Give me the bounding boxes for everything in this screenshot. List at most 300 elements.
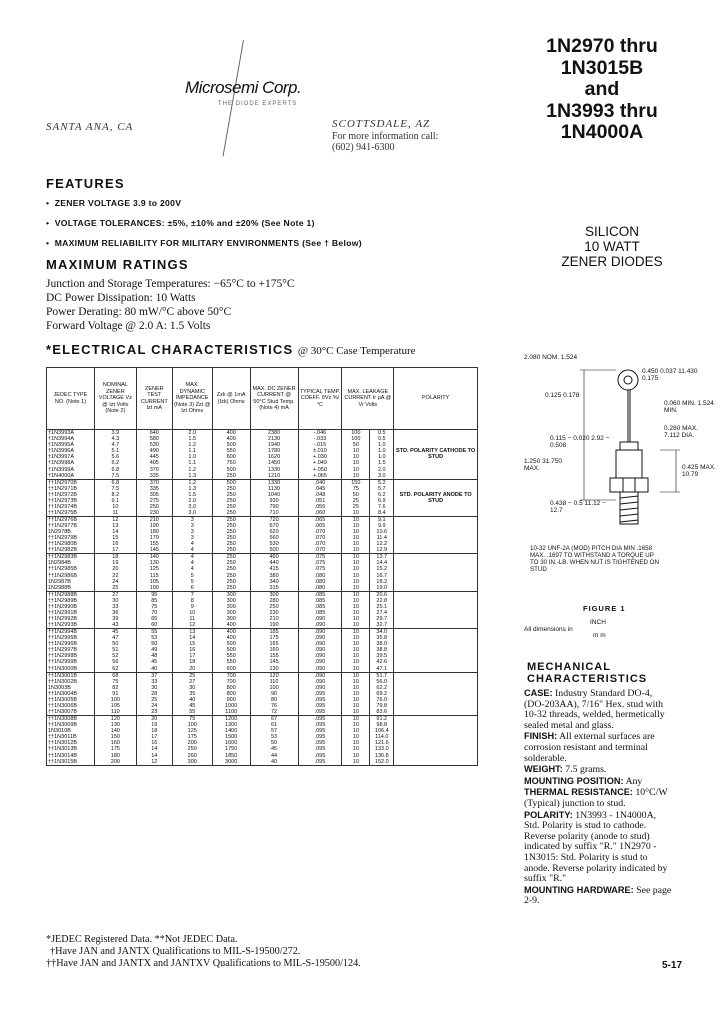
table-cell: 17 — [136, 734, 172, 740]
table-cell: 260 — [172, 752, 212, 758]
table-cell: 2.0 — [172, 430, 212, 437]
table-cell: 7.5 — [94, 473, 136, 480]
table-cell: 1N2987B — [47, 579, 95, 585]
electrical-characteristics-table — [46, 367, 478, 766]
lead-eyelet — [618, 370, 638, 390]
table-cell: 130 — [250, 666, 298, 673]
table-cell: 230 — [136, 510, 172, 517]
mech-mounting-position — [524, 776, 674, 788]
table-cell: 13 — [94, 523, 136, 529]
table-cell: 400 — [212, 622, 250, 629]
logo-divider-line — [223, 40, 244, 156]
table-cell: 100 — [342, 436, 370, 442]
table-cell: 100 — [136, 585, 172, 592]
table-cell: 19 — [136, 722, 172, 728]
table-cell: 160 — [250, 647, 298, 653]
dim-lead: 0.060 MIN. 1.524 MIN. — [664, 400, 714, 414]
dim-top-left: 2.080 NOM. 1.524 — [524, 354, 578, 361]
table-cell: 76.0 — [370, 697, 394, 703]
table-cell: 23 — [136, 709, 172, 716]
table-cell: 1N3003B — [47, 685, 95, 691]
table-cell: 114.0 — [370, 734, 394, 740]
table-cell: 1000 — [212, 703, 250, 709]
table-cell: 75 — [172, 716, 212, 723]
table-cell: 175 — [172, 734, 212, 740]
table-cell: 1.0 — [370, 448, 394, 454]
table-cell: 1210 — [250, 473, 298, 480]
table-cell: ††1N2983B — [47, 554, 95, 561]
table-cell: 1500 — [212, 734, 250, 740]
table-cell: 100 — [250, 685, 298, 691]
table-cell: 18 — [172, 659, 212, 665]
table-cell: ††1N2970B — [47, 479, 95, 486]
table-cell: 53 — [250, 734, 298, 740]
table-cell: ††1N3005B — [47, 697, 95, 703]
table-cell: 10 — [342, 666, 370, 673]
package-body — [616, 450, 642, 478]
table-cell: .090 — [298, 659, 342, 665]
table-cell: ††1N2979B — [47, 535, 95, 541]
table-cell: 400 — [212, 635, 250, 641]
table-cell: 51 — [94, 647, 136, 653]
table-cell: 105 — [94, 703, 136, 709]
table-cell: 440 — [250, 560, 298, 566]
footnote: ††Have JAN and JANTX and JANTXV Qualifications to MIL-S-19500/124. — [46, 958, 361, 969]
table-cell: 1.0 — [172, 454, 212, 460]
table-cell: ††1N2977B — [47, 523, 95, 529]
table-cell: .090 — [298, 672, 342, 679]
table-cell: 250 — [212, 516, 250, 523]
dim-overall: 1.250 31.750 MAX. — [524, 458, 562, 472]
table-cell: 51.7 — [370, 672, 394, 679]
table-cell: 550 — [212, 448, 250, 454]
table-cell: 170 — [136, 535, 172, 541]
table-cell: 1.2 — [172, 466, 212, 472]
table-cell: .095 — [298, 722, 342, 728]
table-cell: 25 — [342, 504, 370, 510]
feature-item: • VOLTAGE TOLERANCES: ±5%, ±10% and ±20% (See Note 1) — [46, 218, 315, 228]
table-cell: 2380 — [250, 430, 298, 437]
table-cell: 250 — [212, 585, 250, 592]
table-cell: 380 — [250, 573, 298, 579]
table-cell: ††1N2971B — [47, 486, 95, 492]
table-cell: 55 — [172, 709, 212, 716]
glass-seal — [620, 442, 638, 450]
table-cell: 0.5 — [370, 436, 394, 442]
mechanical-heading-line-1: MECHANICAL — [527, 661, 611, 673]
table-cell: 250 — [212, 535, 250, 541]
mech-hardware-text: See page 2-9. — [524, 884, 672, 907]
table-cell: 10 — [342, 529, 370, 535]
table-cell: 15.2 — [370, 566, 394, 572]
table-cell: 250 — [212, 510, 250, 517]
table-cell: 5.7 — [370, 486, 394, 492]
table-cell: 14 — [136, 752, 172, 758]
table-cell: 14 — [136, 746, 172, 752]
table-cell: 1.2 — [172, 442, 212, 448]
table-cell: .085 — [298, 598, 342, 604]
city-right: SCOTTSDALE, AZ — [332, 118, 431, 130]
table-cell: .065 — [298, 523, 342, 529]
table-cell: .095 — [298, 697, 342, 703]
table-cell: 370 — [136, 479, 172, 486]
table-cell: 210 — [250, 616, 298, 622]
table-cell: 10 — [342, 629, 370, 636]
table-cell: 10 — [342, 734, 370, 740]
title-line-3: and — [584, 78, 620, 100]
table-cell: 10.6 — [370, 529, 394, 535]
table-cell: 56.0 — [370, 679, 394, 685]
table-cell: 83.6 — [370, 709, 394, 716]
table-cell: ††1N2989B — [47, 598, 95, 604]
col-header-leakage: MAX. LEAKAGE CURRENT Ir μA @ Vr Volts — [342, 368, 394, 430]
electrical-heading — [46, 341, 416, 359]
table-cell: 5 — [172, 573, 212, 579]
table-cell: 3 — [172, 516, 212, 523]
table-cell: 250 — [212, 566, 250, 572]
table-cell: 8 — [172, 598, 212, 604]
table-cell: 25 — [94, 585, 136, 592]
table-cell: 110 — [250, 679, 298, 685]
table-cell: .070 — [298, 547, 342, 554]
table-cell: 10 — [342, 560, 370, 566]
table-cell: 47 — [94, 635, 136, 641]
table-cell: ††1N3000B — [47, 666, 95, 673]
table-cell: 85 — [136, 598, 172, 604]
mech-hardware-label: MOUNTING HARDWARE: — [524, 884, 634, 895]
table-cell: 1.3 — [172, 486, 212, 492]
table-cell: 1400 — [212, 728, 250, 734]
table-cell: .095 — [298, 709, 342, 716]
mech-case-label: CASE: — [524, 688, 553, 698]
mech-finish-text: All external surfaces are corrosion resistant and terminal solderable. — [524, 731, 655, 764]
footnote: †Have JAN and JANTX Qualifications to MIL-S-19500/272. — [50, 946, 301, 957]
table-cell: .090 — [298, 641, 342, 647]
table-cell: 25 — [136, 697, 172, 703]
table-cell: 335 — [136, 486, 172, 492]
table-cell: 1450 — [250, 460, 298, 466]
table-cell: 10 — [342, 541, 370, 547]
table-cell: 50 — [94, 641, 136, 647]
table-cell: .080 — [298, 585, 342, 592]
table-cell: .040 — [298, 479, 342, 486]
table-cell: ††1N2995B — [47, 635, 95, 641]
table-cell: .090 — [298, 653, 342, 659]
table-cell: ††1N2986B — [47, 573, 95, 579]
dim-body: 0.280 MAX. 7.112 DIA. — [664, 425, 698, 439]
table-cell: 1.0 — [370, 442, 394, 448]
table-cell: ††1N3011B — [47, 734, 95, 740]
table-cell: 3.9 — [94, 430, 136, 437]
table-cell: .080 — [298, 579, 342, 585]
table-cell: 250 — [212, 547, 250, 554]
table-cell: 1.5 — [172, 492, 212, 498]
table-cell: 155 — [250, 653, 298, 659]
title-line-2: 1N3015B — [560, 56, 644, 79]
thread-note: 10-32 UNF-2A (MOD) PITCH DIA MIN .1658 MAX. .1697 TO WITHSTAND A TORQUE UP TO 30 IN.-LB. WHEN NUT IS TIGHTENED ON STUD — [530, 545, 659, 573]
subtitle-line-3: ZENER DIODES — [561, 254, 663, 269]
table-cell: 14.4 — [370, 560, 394, 566]
table-cell: .090 — [298, 679, 342, 685]
table-cell: 16 — [94, 541, 136, 547]
table-cell: ††1N2997B — [47, 647, 95, 653]
table-cell: 1.0 — [370, 454, 394, 460]
table-cell: 500 — [212, 466, 250, 472]
table-cell: 10 — [342, 547, 370, 554]
mechanical-heading — [527, 661, 647, 685]
table-cell: 7 — [172, 591, 212, 598]
table-cell: 200 — [172, 740, 212, 746]
table-cell: 9.9 — [370, 523, 394, 529]
table-cell: †1N3999A — [47, 466, 95, 472]
table-cell: 5.2 — [370, 479, 394, 486]
table-cell: 50 — [250, 740, 298, 746]
table-cell: 12 — [172, 622, 212, 629]
table-cell: 700 — [212, 679, 250, 685]
table-cell: 32.7 — [370, 622, 394, 629]
table-cell: 280 — [250, 598, 298, 604]
mech-weight-label: WEIGHT: — [524, 764, 563, 775]
table-cell: 580 — [136, 436, 172, 442]
table-cell: 550 — [212, 653, 250, 659]
mech-thermal-text: 10°C/W (Typical) junction to stud. — [524, 787, 668, 809]
col-header-zzt: MAX. DYNAMIC IMPEDANCE (Note 3) Zzt @ Izt Ohms — [172, 368, 212, 430]
table-cell: 10 — [342, 573, 370, 579]
table-cell: 300 — [212, 604, 250, 610]
table-cell: 10 — [342, 566, 370, 572]
table-cell: .095 — [298, 759, 342, 766]
table-cell: 47.1 — [370, 666, 394, 673]
table-cell: 16 — [136, 740, 172, 746]
table-cell: 35.8 — [370, 635, 394, 641]
table-cell: 400 — [212, 629, 250, 636]
table-cell: 300 — [172, 759, 212, 766]
table-cell: ††1N3013B — [47, 746, 95, 752]
table-cell: 18 — [94, 554, 136, 561]
table-cell: 22 — [94, 573, 136, 579]
col-header-voltage: NOMINAL ZENER VOLTAGE Vz @ Izt Volts (Note 2) — [94, 368, 136, 430]
table-cell: 10 — [342, 653, 370, 659]
device-subtitle — [548, 224, 676, 269]
table-cell: 14 — [94, 529, 136, 535]
table-cell: 25.1 — [370, 604, 394, 610]
table-cell: 275 — [136, 498, 172, 504]
table-cell: 175 — [250, 635, 298, 641]
table-cell: .090 — [298, 622, 342, 629]
subtitle-line-1: SILICON — [584, 224, 639, 239]
table-cell: 4.3 — [94, 436, 136, 442]
table-cell: 7.6 — [370, 504, 394, 510]
table-cell: ††1N2996B — [47, 641, 95, 647]
table-cell: 100 — [172, 722, 212, 728]
hex-nut — [610, 478, 648, 492]
table-cell: 25 — [172, 672, 212, 679]
table-cell: .045 — [298, 486, 342, 492]
table-cell: 300 — [212, 610, 250, 616]
table-cell: †1N3993A — [47, 430, 95, 437]
table-cell: .090 — [298, 635, 342, 641]
table-cell: 4 — [172, 566, 212, 572]
rating-line: Power Derating: 80 mW/°C above 50°C — [46, 306, 232, 318]
table-cell: 335 — [136, 473, 172, 480]
table-cell: .080 — [298, 573, 342, 579]
table-cell: 165 — [250, 641, 298, 647]
table-cell: .095 — [298, 691, 342, 697]
table-cell: 750 — [212, 460, 250, 466]
city-left: SANTA ANA, CA — [46, 121, 134, 133]
table-cell: 133.0 — [370, 746, 394, 752]
table-cell: .095 — [298, 740, 342, 746]
table-cell: 19.0 — [370, 585, 394, 592]
table-cell: 190 — [250, 622, 298, 629]
feature-text: MAXIMUM RELIABILITY FOR MILITARY ENVIRONMENTS (See † Below) — [54, 238, 362, 248]
table-cell: 49 — [136, 647, 172, 653]
table-cell: 3 — [172, 529, 212, 535]
figure-label: FIGURE 1 — [583, 604, 626, 613]
table-cell: 6.2 — [370, 492, 394, 498]
table-cell: 25 — [342, 498, 370, 504]
table-cell: 530 — [250, 541, 298, 547]
table-cell: 250 — [212, 486, 250, 492]
table-cell: 185 — [250, 629, 298, 636]
table-cell: 155 — [136, 541, 172, 547]
table-cell: 42.6 — [370, 659, 394, 665]
table-cell: 50 — [342, 492, 370, 498]
table-cell: ††1N2998B — [47, 653, 95, 659]
table-cell: .090 — [298, 647, 342, 653]
col-header-test-current: ZENER TEST CURRENT Izt mA — [136, 368, 172, 430]
table-cell: .085 — [298, 591, 342, 598]
table-cell: 550 — [212, 659, 250, 665]
table-cell: 38.8 — [370, 647, 394, 653]
table-cell: 120 — [94, 716, 136, 723]
electrical-heading-suffix: @ 30°C Case Temperature — [297, 345, 416, 357]
table-cell: 12 — [136, 759, 172, 766]
table-cell: .075 — [298, 560, 342, 566]
table-cell: 900 — [212, 697, 250, 703]
table-cell: 145 — [250, 659, 298, 665]
table-cell: 10 — [342, 659, 370, 665]
table-cell: 10 — [342, 703, 370, 709]
table-cell: 37 — [136, 672, 172, 679]
dim-wire: 0.115 − 0.020 2.92 − 0.508 — [550, 435, 610, 449]
units-mm: m m — [593, 632, 606, 639]
electrical-heading-text: *ELECTRICAL CHARACTERISTICS — [46, 342, 294, 357]
rating-line: Forward Voltage @ 2.0 A: 1.5 Volts — [46, 320, 211, 332]
table-cell: .075 — [298, 566, 342, 572]
table-cell: 10 — [342, 728, 370, 734]
table-cell: 370 — [136, 466, 172, 472]
table-cell: 10 — [342, 685, 370, 691]
table-cell: 69.2 — [370, 691, 394, 697]
table-cell: .095 — [298, 734, 342, 740]
features-heading: FEATURES — [46, 176, 125, 191]
table-cell: 8.2 — [94, 492, 136, 498]
table-cell: .095 — [298, 752, 342, 758]
table-cell: .075 — [298, 554, 342, 561]
table-cell: 40 — [136, 666, 172, 673]
table-cell: 80 — [250, 697, 298, 703]
table-cell: 105 — [136, 579, 172, 585]
table-cell: .070 — [298, 541, 342, 547]
table-cell: 10 — [342, 746, 370, 752]
table-cell: 600 — [212, 666, 250, 673]
table-cell: ††1N2991B — [47, 610, 95, 616]
table-cell: 10 — [342, 709, 370, 716]
table-cell: 68 — [94, 672, 136, 679]
table-cell: 48 — [136, 653, 172, 659]
mech-thermal — [524, 787, 674, 809]
table-cell: 530 — [136, 442, 172, 448]
table-cell: 55 — [136, 629, 172, 636]
table-cell: 125 — [172, 728, 212, 734]
table-cell: 1130 — [250, 486, 298, 492]
table-cell: 10 — [342, 579, 370, 585]
table-cell: -.033 — [298, 436, 342, 442]
table-cell: 16.7 — [370, 573, 394, 579]
table-cell: 250 — [212, 504, 250, 510]
table-cell: 1620 — [250, 454, 298, 460]
table-cell: .060 — [298, 510, 342, 517]
table-cell: 24 — [136, 703, 172, 709]
table-cell: 400 — [212, 430, 250, 437]
table-cell: 250 — [172, 746, 212, 752]
dim-flat: 0.125 0.178 — [545, 392, 580, 399]
table-cell: 800 — [212, 691, 250, 697]
table-cell: 33 — [136, 679, 172, 685]
table-cell: 10 — [172, 610, 212, 616]
table-cell: 39 — [94, 616, 136, 622]
table-cell: 30 — [136, 685, 172, 691]
table-cell: 82 — [94, 685, 136, 691]
table-cell: 4 — [172, 547, 212, 554]
table-cell: 115 — [136, 573, 172, 579]
table-cell: 8.4 — [370, 510, 394, 517]
table-cell: 18.2 — [370, 579, 394, 585]
table-cell: 10 — [342, 454, 370, 460]
table-cell: 11 — [94, 510, 136, 517]
table-cell: 305 — [136, 492, 172, 498]
table-cell: 7.5 — [94, 486, 136, 492]
table-cell: 640 — [136, 430, 172, 437]
footnotes — [46, 934, 361, 970]
table-cell: 10 — [342, 604, 370, 610]
table-cell: 415 — [250, 566, 298, 572]
table-cell: 130 — [94, 722, 136, 728]
table-cell: 75 — [342, 486, 370, 492]
table-cell: 250 — [212, 579, 250, 585]
table-cell: 10 — [342, 691, 370, 697]
table-cell: 1.1 — [172, 460, 212, 466]
part-number-title — [452, 36, 692, 144]
col-header-temp-coeff: TYPICAL TEMP. COEFF. θVz %/°C — [298, 368, 342, 430]
table-header-row — [47, 368, 478, 430]
table-cell: 6.2 — [94, 460, 136, 466]
table-cell: ††1N2976B — [47, 516, 95, 523]
table-cell: 500 — [212, 641, 250, 647]
table-cell: 3.0 — [370, 473, 394, 480]
polarity-cell — [394, 759, 478, 766]
table-cell: 1.3 — [172, 473, 212, 480]
table-cell: 10 — [342, 585, 370, 592]
table-cell: 250 — [212, 498, 250, 504]
table-cell: ††1N3004B — [47, 691, 95, 697]
table-cell: 200 — [94, 759, 136, 766]
table-cell: 100 — [94, 697, 136, 703]
table-cell: .085 — [298, 610, 342, 616]
table-cell: 98.8 — [370, 722, 394, 728]
table-cell: 27 — [94, 591, 136, 598]
